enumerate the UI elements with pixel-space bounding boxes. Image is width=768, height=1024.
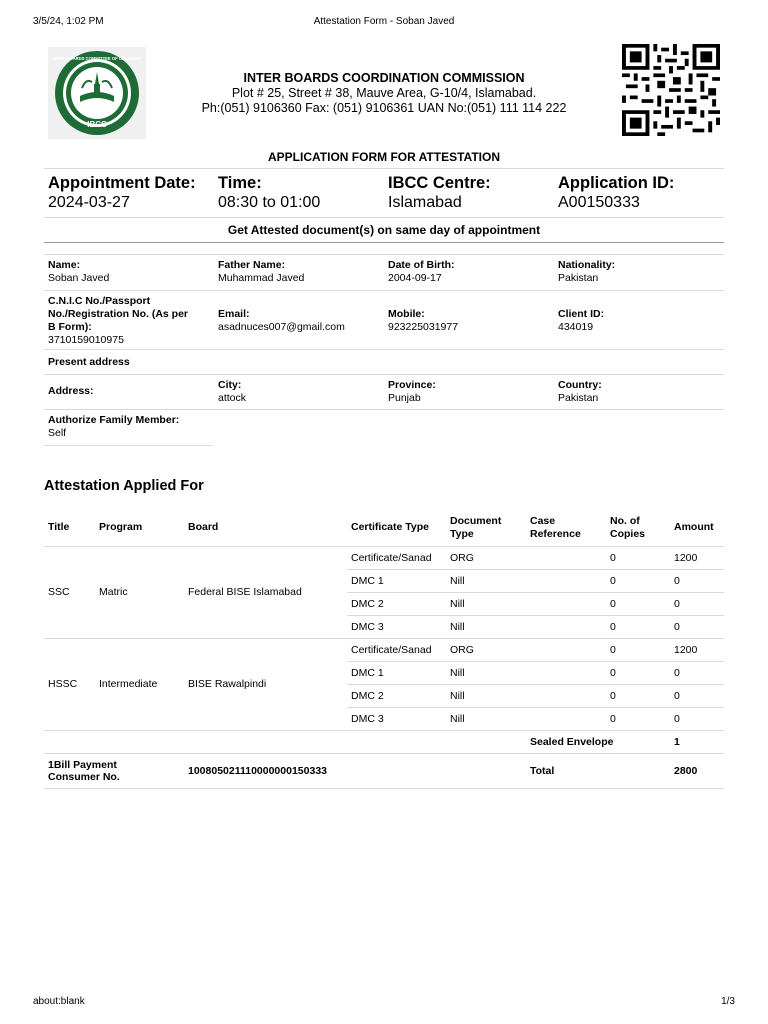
application-id-label: Application ID: xyxy=(558,174,675,192)
application-id xyxy=(558,174,674,213)
row-case-reference xyxy=(526,638,606,661)
city-field xyxy=(218,379,246,405)
bill-consumer-label: 1Bill Payment Consumer No. xyxy=(44,753,184,788)
row-document-type: Nill xyxy=(446,592,526,615)
appointment-date xyxy=(48,174,196,213)
row-case-reference xyxy=(526,546,606,569)
row-board: BISE Rawalpindi xyxy=(184,638,347,730)
col-document-type: Document Type xyxy=(446,510,526,546)
logo-text: IBCC xyxy=(87,120,107,129)
row-document-type: ORG xyxy=(446,638,526,661)
mobile-label: Mobile: xyxy=(388,308,425,320)
city-label: City: xyxy=(218,379,242,391)
row-board: Federal BISE Islamabad xyxy=(184,546,347,638)
row-case-reference xyxy=(526,569,606,592)
row-program: Intermediate xyxy=(95,638,184,730)
email-value: asadnuces007@gmail.com xyxy=(218,321,345,333)
family-member-field xyxy=(48,414,179,440)
total-value: 2800 xyxy=(670,753,724,788)
bill-consumer-value: 100805021110000000150333 xyxy=(184,753,526,788)
row-copies: 0 xyxy=(606,684,670,707)
email-field xyxy=(218,308,345,334)
email-label: Email: xyxy=(218,308,250,320)
row-document-type: Nill xyxy=(446,661,526,684)
row-certificate-type: DMC 3 xyxy=(347,615,446,638)
row-document-type: Nill xyxy=(446,684,526,707)
print-footer xyxy=(33,996,735,1010)
country-field xyxy=(558,379,602,405)
print-page-number: 1/3 xyxy=(721,996,735,1007)
row-case-reference xyxy=(526,684,606,707)
ibcc-centre xyxy=(388,174,491,213)
row-certificate-type: DMC 2 xyxy=(347,684,446,707)
nationality-label: Nationality: xyxy=(558,259,616,271)
sealed-envelope-label: Sealed Envelope xyxy=(526,730,670,753)
ibcc-centre-value: Islamabad xyxy=(388,194,462,211)
row-case-reference xyxy=(526,592,606,615)
divider xyxy=(44,290,724,291)
cnic-label-2: No./Registration No. (As per xyxy=(48,308,189,320)
row-title: HSSC xyxy=(44,638,95,730)
province-label: Province: xyxy=(388,379,436,391)
divider xyxy=(44,349,724,350)
cnic-field xyxy=(48,295,188,347)
logo-ring-text: INTER BOARDS COMMITTEE OF CHAIRMEN xyxy=(52,56,142,61)
divider xyxy=(44,168,724,169)
org-address: Plot # 25, Street # 38, Mauve Area, G-10/4, Islamabad. xyxy=(231,86,537,100)
row-copies: 0 xyxy=(606,569,670,592)
row-certificate-type: Certificate/Sanad xyxy=(347,638,446,661)
col-certificate-type: Certificate Type xyxy=(347,510,446,546)
divider xyxy=(44,254,724,255)
row-certificate-type: Certificate/Sanad xyxy=(347,546,446,569)
application-id-value: A00150333 xyxy=(558,194,640,211)
appointment-date-value: 2024-03-27 xyxy=(48,194,130,211)
total-label: Total xyxy=(526,753,670,788)
col-title: Title xyxy=(44,510,95,546)
ibcc-centre-label: IBCC Centre: xyxy=(388,174,491,192)
name-label: Name: xyxy=(48,259,81,271)
print-header xyxy=(33,16,735,30)
name-field xyxy=(48,259,109,285)
province-value: Punjab xyxy=(388,392,421,404)
row-certificate-type: DMC 2 xyxy=(347,592,446,615)
sealed-envelope-row xyxy=(44,730,724,753)
row-case-reference xyxy=(526,615,606,638)
same-day-note: Get Attested document(s) on same day of appointment xyxy=(227,223,541,237)
address-field xyxy=(48,385,94,398)
qr-code xyxy=(622,44,720,136)
divider xyxy=(44,409,724,410)
row-document-type: ORG xyxy=(446,546,526,569)
row-copies: 0 xyxy=(606,546,670,569)
row-certificate-type: DMC 1 xyxy=(347,569,446,592)
dob-value: 2004-09-17 xyxy=(388,272,442,284)
row-copies: 0 xyxy=(606,638,670,661)
row-title: SSC xyxy=(44,546,95,638)
row-amount: 1200 xyxy=(670,638,724,661)
row-copies: 0 xyxy=(606,615,670,638)
row-copies: 0 xyxy=(606,707,670,730)
client-id-value: 434019 xyxy=(558,321,594,333)
nationality-value: Pakistan xyxy=(558,272,599,284)
present-address-label: Present address xyxy=(48,356,130,368)
dob-label: Date of Birth: xyxy=(388,259,455,271)
cnic-value: 3710159010975 xyxy=(48,334,124,346)
present-address-heading xyxy=(48,356,130,369)
row-copies: 0 xyxy=(606,592,670,615)
nationality-field xyxy=(558,259,615,285)
form-title: APPLICATION FORM FOR ATTESTATION xyxy=(268,150,500,164)
appointment-date-label: Appointment Date: xyxy=(48,174,196,192)
org-header xyxy=(150,71,618,116)
col-copies: No. of Copies xyxy=(606,510,670,546)
cnic-label-3: B Form): xyxy=(48,321,92,333)
family-member-label: Authorize Family Member: xyxy=(48,414,180,426)
print-url: about:blank xyxy=(33,996,85,1007)
row-amount: 0 xyxy=(670,684,724,707)
sealed-envelope-value: 1 xyxy=(670,730,724,753)
row-copies: 0 xyxy=(606,661,670,684)
row-amount: 0 xyxy=(670,707,724,730)
row-amount: 0 xyxy=(670,569,724,592)
col-board: Board xyxy=(184,510,347,546)
appointment-time-label: Time: xyxy=(218,174,262,192)
province-field xyxy=(388,379,436,405)
divider xyxy=(44,217,724,218)
col-amount: Amount xyxy=(670,510,724,546)
table-row xyxy=(44,546,724,569)
print-datetime: 3/5/24, 1:02 PM xyxy=(33,16,104,27)
row-certificate-type: DMC 3 xyxy=(347,707,446,730)
cnic-label-1: C.N.I.C No./Passport xyxy=(48,295,151,307)
family-member-value: Self xyxy=(48,427,67,439)
row-amount: 0 xyxy=(670,661,724,684)
divider xyxy=(44,242,724,243)
row-amount: 0 xyxy=(670,615,724,638)
mobile-field xyxy=(388,308,458,334)
father-value: Muhammad Javed xyxy=(218,272,305,284)
client-id-field xyxy=(558,308,604,334)
total-row xyxy=(44,753,724,788)
ibcc-logo xyxy=(48,47,146,139)
father-label: Father Name: xyxy=(218,259,286,271)
country-label: Country: xyxy=(558,379,602,391)
name-value: Soban Javed xyxy=(48,272,110,284)
row-document-type: Nill xyxy=(446,707,526,730)
dob-field xyxy=(388,259,455,285)
print-doc-title: Attestation Form - Soban Javed xyxy=(313,16,455,27)
row-document-type: Nill xyxy=(446,569,526,592)
col-program: Program xyxy=(95,510,184,546)
father-field xyxy=(218,259,304,285)
ibcc-seal-icon xyxy=(52,48,142,138)
attestation-table xyxy=(44,510,724,789)
org-name: INTER BOARDS COORDINATION COMMISSION xyxy=(243,71,525,85)
row-amount: 1200 xyxy=(670,546,724,569)
appointment-time xyxy=(218,174,320,213)
row-program: Matric xyxy=(95,546,184,638)
appointment-time-value: 08:30 to 01:00 xyxy=(218,194,321,211)
divider xyxy=(44,374,724,375)
row-case-reference xyxy=(526,661,606,684)
divider xyxy=(44,445,213,446)
row-certificate-type: DMC 1 xyxy=(347,661,446,684)
address-label: Address: xyxy=(48,385,94,397)
table-header-row xyxy=(44,510,724,546)
client-id-label: Client ID: xyxy=(558,308,605,320)
col-case-reference: Case Reference xyxy=(526,510,606,546)
row-document-type: Nill xyxy=(446,615,526,638)
table-row xyxy=(44,638,724,661)
row-case-reference xyxy=(526,707,606,730)
row-amount: 0 xyxy=(670,592,724,615)
country-value: Pakistan xyxy=(558,392,599,404)
attestation-section-title: Attestation Applied For xyxy=(44,478,204,494)
qr-code-icon xyxy=(622,44,720,136)
org-contact: Ph:(051) 9106360 Fax: (051) 9106361 UAN No:(051) 111 114 222 xyxy=(201,101,567,115)
mobile-value: 923225031977 xyxy=(388,321,459,333)
appointment-block xyxy=(48,174,724,216)
city-value: attock xyxy=(218,392,247,404)
